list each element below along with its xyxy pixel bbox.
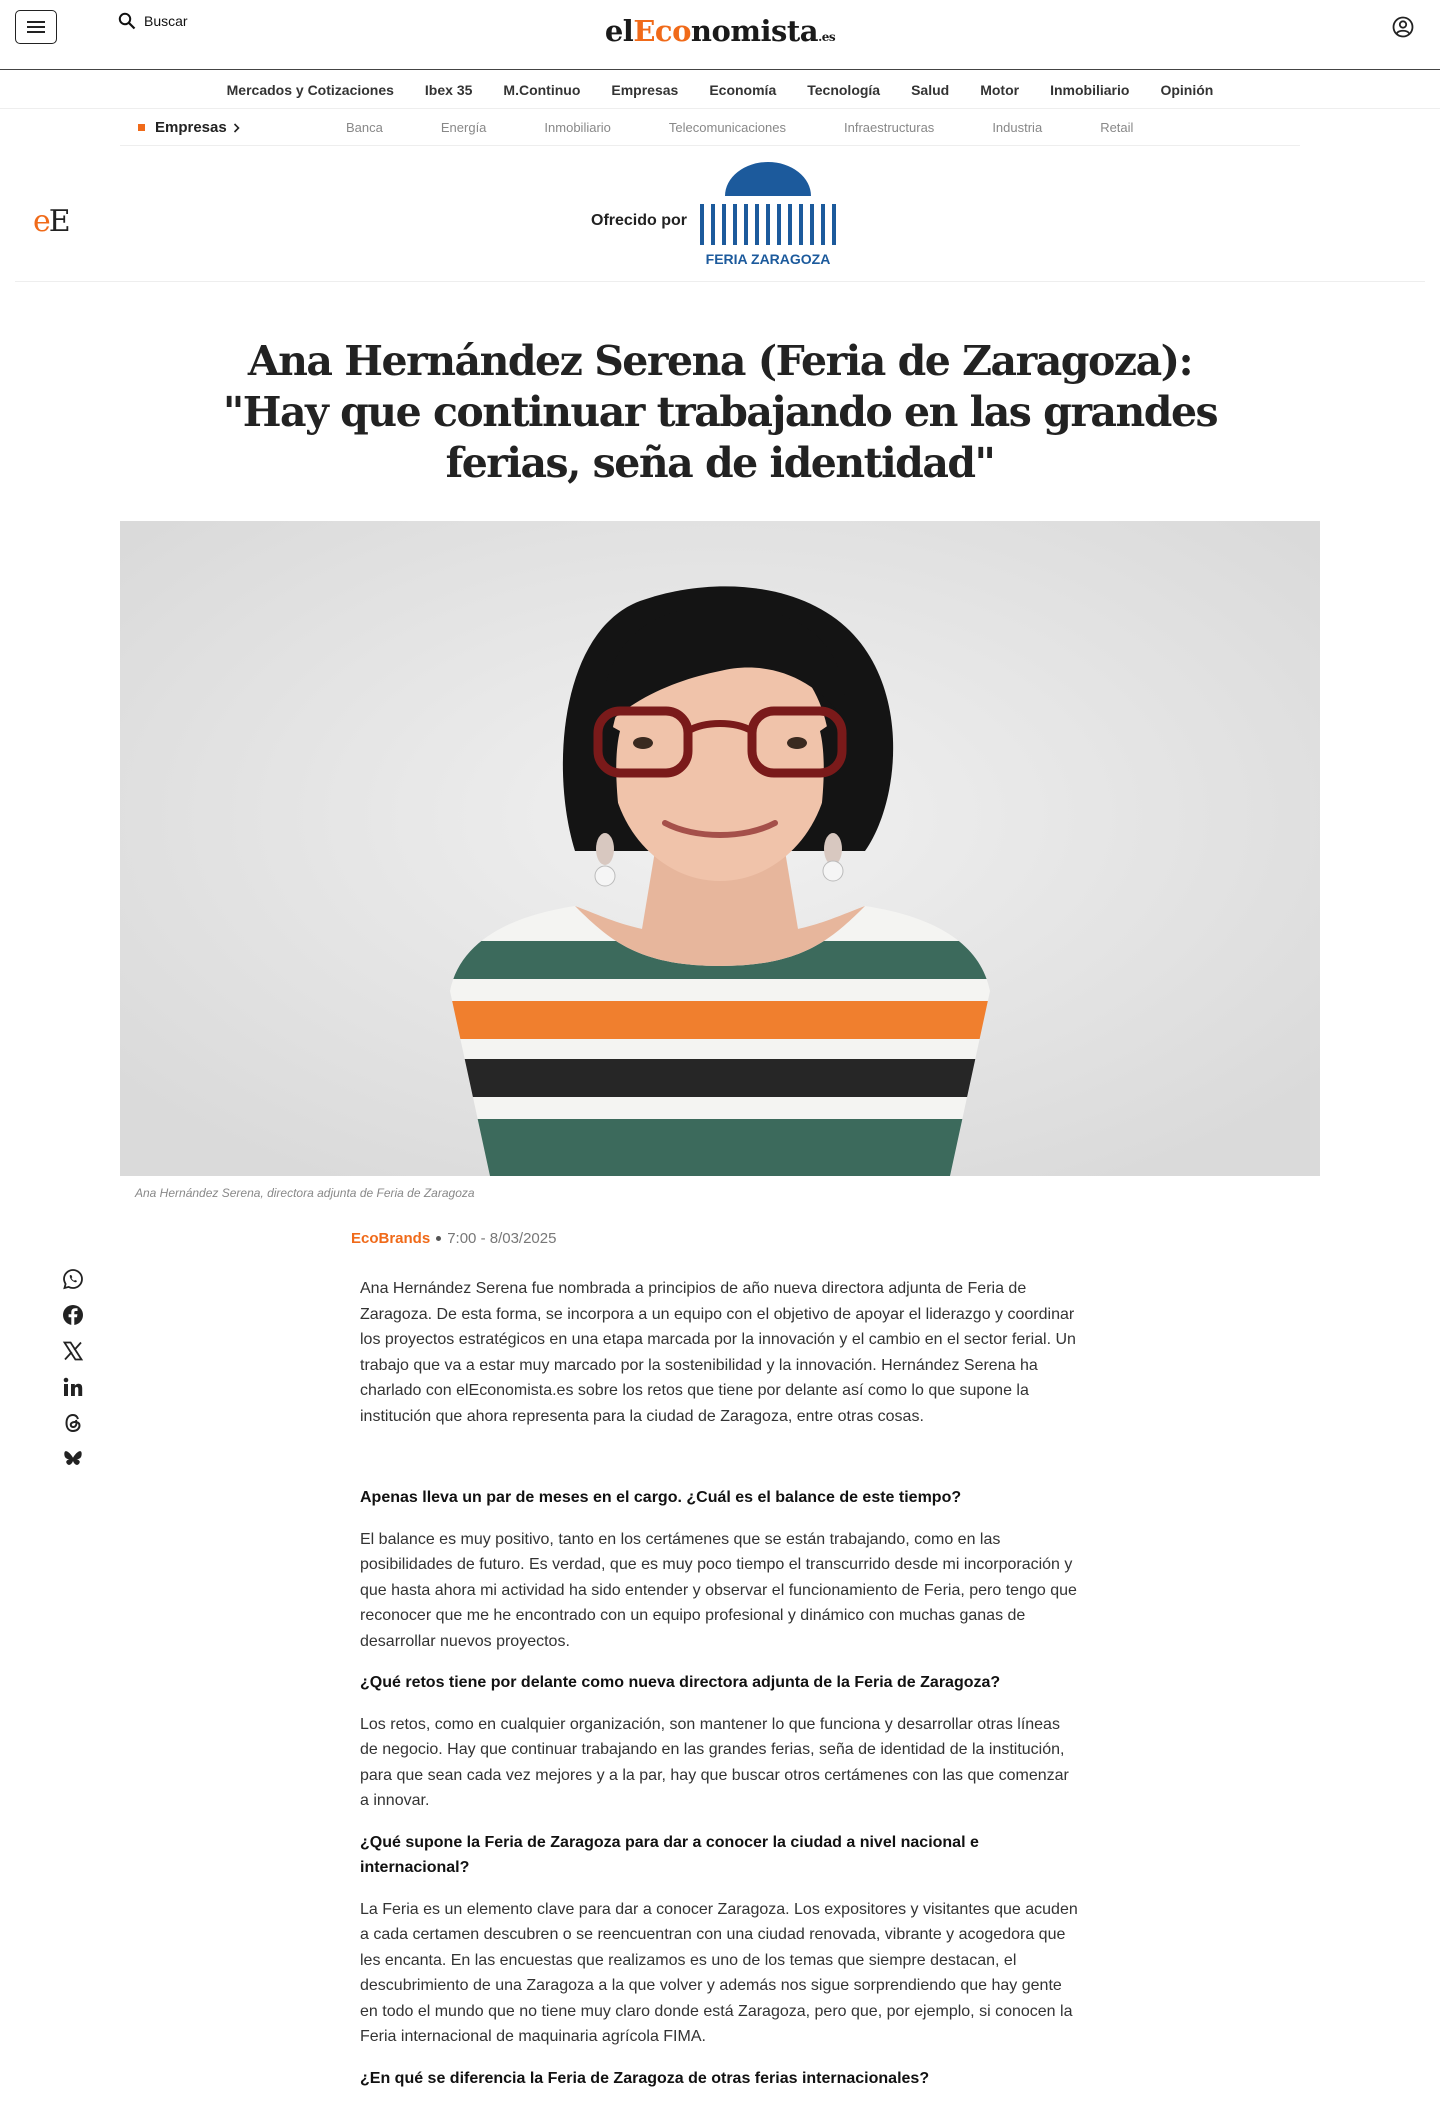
title-line-3: ferias, seña de identidad" [445, 439, 995, 487]
nav-item-opinion[interactable]: Opinión [1160, 81, 1214, 98]
nav-item-salud[interactable]: Salud [911, 81, 950, 98]
question-2: ¿Qué retos tiene por delante como nueva directora adjunta de la Feria de Zaragoza? [360, 1674, 1001, 1691]
section-link-empresas[interactable] [138, 119, 346, 136]
article-title [0, 336, 1440, 489]
site-mark-e: e [33, 204, 49, 239]
main-nav [0, 71, 1440, 109]
sponsor-name: FERIA ZARAGOZA [705, 251, 831, 267]
facebook-icon[interactable] [62, 1304, 84, 1326]
nav-item-economia[interactable]: Economía [709, 81, 777, 98]
subnav-item-energia[interactable]: Energía [440, 120, 487, 135]
nav-item-ibex35[interactable]: Ibex 35 [424, 81, 473, 98]
sub-nav [120, 110, 1300, 146]
article-photo [120, 521, 1320, 1176]
linkedin-icon[interactable] [62, 1376, 84, 1398]
nav-item-mcontinuo[interactable]: M.Continuo [503, 81, 581, 98]
search-label: Buscar [144, 13, 188, 29]
logo-part-nomista: nomista [690, 14, 819, 48]
sponsor-banner [15, 150, 1425, 282]
article-body [360, 1276, 1080, 2104]
question-3: ¿Qué supone la Feria de Zaragoza para dar a conocer la ciudad a nivel nacional e internacional? [360, 1833, 979, 1876]
question-4: ¿En qué se diferencia la Feria de Zaragoza de otras ferias internacionales? [360, 2069, 930, 2087]
user-account-button[interactable] [1392, 16, 1414, 43]
ee-site-mark[interactable] [33, 204, 69, 239]
answer-1: El balance es muy positivo, tanto en los certámenes que se están trabajando, como en las posibilidades de futuro. Es verdad, que es muy poco tiempo el transcurrido desde mi incorporación y que hasta ahora mi actividad ha sido entender y observar el funcionamiento de Feria, pero tengo que reconocer que me he encontrado con un equipo profesional y dinámico con muchas ganas de desarrollar nuevos proyectos. [360, 1530, 1077, 1650]
offered-by-label: Ofrecido por [591, 212, 688, 229]
share-bar [62, 1268, 84, 1470]
chevron-right-icon [233, 123, 240, 133]
feria-zaragoza-logo[interactable] [691, 162, 845, 274]
article-meta [351, 1230, 556, 1247]
subnav-item-retail[interactable]: Retail [1100, 120, 1134, 135]
logo-part-eco: Eco [633, 14, 691, 48]
subnav-item-industria[interactable]: Industria [992, 120, 1043, 135]
subnav-item-infraestructuras[interactable]: Infraestructuras [843, 120, 935, 135]
x-icon[interactable] [62, 1340, 84, 1362]
meta-separator [436, 1236, 441, 1241]
top-bar [0, 0, 1440, 70]
whatsapp-icon[interactable] [62, 1268, 84, 1290]
section-label: Empresas [155, 119, 227, 136]
nav-item-inmobiliario[interactable]: Inmobiliario [1050, 81, 1130, 98]
nav-item-mercados[interactable]: Mercados y Cotizaciones [226, 81, 394, 98]
nav-item-motor[interactable]: Motor [980, 81, 1020, 98]
bluesky-icon[interactable] [62, 1448, 84, 1470]
subnav-item-telecomunicaciones[interactable]: Telecomunicaciones [668, 120, 786, 135]
logo-part-el: el [604, 14, 634, 48]
subnav-item-banca[interactable]: Banca [346, 120, 383, 135]
answer-2: Los retos, como en cualquier organización, son mantener lo que funciona y desarrollar otras líneas de negocio. Hay que continuar trabajando en las grandes ferias, seña de identidad de la institución, para que sean cada vez mejores y a la par, hay que buscar otros certámenes con las que comenzar a innovar. [360, 1715, 1069, 1809]
title-line-1: Ana Hernández Serena (Feria de Zaragoza): [247, 337, 1193, 385]
nav-item-empresas[interactable]: Empresas [611, 81, 679, 98]
logo-suffix: .es [818, 30, 836, 44]
article-intro: Ana Hernández Serena fue nombrada a principios de año nueva directora adjunta de Feria de Zaragoza. De esta forma, se incorpora a un equipo con el objetivo de apoyar el liderazgo y coordinar los proyectos estratégicos en una etapa marcada por la innovación y el cambio en el sector ferial. Un trabajo que va a estar muy marcado por la sostenibilidad y la innovación. Hernández Serena ha charlado con elEconomista.es sobre los retos que tiene por delante así como lo que supone la institución que ahora representa para la ciudad de Zaragoza, entre otras cosas. [360, 1280, 1076, 1425]
threads-icon[interactable] [62, 1412, 84, 1434]
user-icon [1392, 16, 1414, 38]
site-mark-big-e: E [48, 204, 69, 239]
section-marker [138, 124, 145, 131]
site-logo[interactable] [0, 14, 1440, 48]
question-1: Apenas lleva un par de meses en el cargo. ¿Cuál es el balance de este tiempo? [360, 1489, 962, 1506]
title-line-2: "Hay que continuar trabajando en las grandes [222, 388, 1218, 436]
portrait-illustration [120, 521, 1320, 1176]
subnav-item-inmobiliario[interactable]: Inmobiliario [544, 120, 611, 135]
nav-item-tecnologia[interactable]: Tecnología [807, 81, 881, 98]
brand-link[interactable]: EcoBrands [351, 1230, 431, 1247]
publish-datetime: 7:00 - 8/03/2025 [447, 1230, 557, 1247]
photo-caption: Ana Hernández Serena, directora adjunta de Feria de Zaragoza [135, 1186, 475, 1200]
answer-3: La Feria es un elemento clave para dar a conocer Zaragoza. Los expositores y visitantes que acuden a cada certamen descubren o se reencuentran con una ciudad renovada, vibrante y acogedora que les encanta. En las encuestas que realizamos es uno de los temas que siempre destacan, el descubrimiento de una Zaragoza a la que volver y además nos sigue sorprendiendo que hay gente en todo el mundo que no tiene muy claro donde está Zaragoza, pero que, por ejemplo, si conocen la Feria internacional de maquinaria agrícola FIMA. [360, 1900, 1078, 2045]
